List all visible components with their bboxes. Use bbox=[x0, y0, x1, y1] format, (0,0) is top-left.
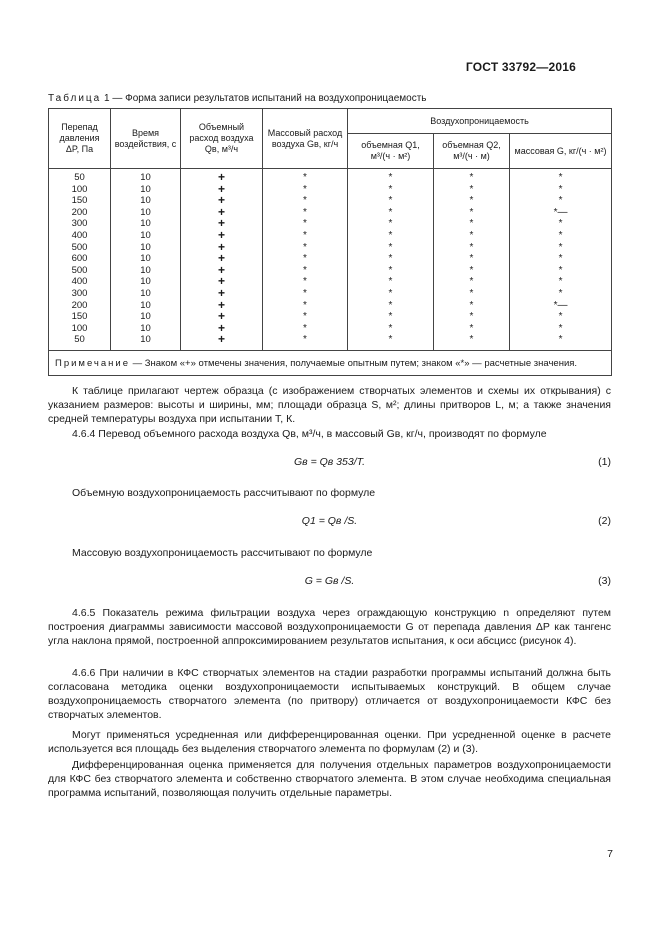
table-cell: * bbox=[469, 195, 474, 207]
table-cell: * bbox=[303, 322, 307, 334]
table-cell: 150 bbox=[71, 311, 88, 323]
formula-2-number: (2) bbox=[598, 515, 611, 527]
table-cell: * bbox=[388, 218, 393, 230]
table-cell: * bbox=[558, 172, 563, 183]
table-cell: + bbox=[217, 181, 225, 196]
table-note-prefix: Примечание bbox=[55, 358, 130, 369]
table-cell: 10 bbox=[140, 334, 151, 346]
column-g-values bbox=[510, 169, 612, 351]
table-cell: 10 bbox=[140, 264, 151, 276]
table-cell: * bbox=[303, 172, 307, 183]
table-cell: * bbox=[303, 334, 307, 346]
table-cell: * bbox=[558, 311, 563, 323]
table-cell: 10 bbox=[140, 253, 151, 265]
table-cell: * bbox=[303, 299, 307, 311]
table-cell: * bbox=[388, 276, 393, 288]
table-cell: * bbox=[558, 218, 563, 230]
table-cell: * bbox=[558, 322, 563, 334]
table-cell: * bbox=[303, 218, 307, 230]
table-cell: + bbox=[217, 274, 225, 289]
header-permeability-group: Воздухопроницаемость bbox=[348, 109, 612, 134]
table-cell: * bbox=[303, 241, 307, 253]
header-mass-flow: Массовый расход воздуха Gв, кг/ч bbox=[263, 109, 348, 169]
paragraph-average: Могут применяться усредненная или дифференцированная оценки. При усредненной оценке в расчете используется вся площадь без выделения створчатого элемента по формулам (2) и (3). bbox=[48, 729, 611, 755]
header-q2: объемная Q2, м³/(ч · м) bbox=[434, 134, 510, 169]
results-table bbox=[48, 108, 612, 376]
table-note-text: — Знаком «+» отмечены значения, получаемые опытным путем; знаком «*» — расчетные значения. bbox=[130, 358, 578, 369]
table-cell: * bbox=[469, 287, 474, 299]
table-cell: 10 bbox=[140, 299, 151, 311]
table-caption-text: 1 — Форма записи результатов испытаний на воздухопроницаемость bbox=[101, 93, 427, 104]
table-cell: * bbox=[388, 241, 393, 253]
table-cell: 10 bbox=[140, 229, 151, 241]
table-cell: * bbox=[558, 241, 563, 253]
table-cell: + bbox=[217, 227, 225, 242]
table-cell: * bbox=[469, 206, 474, 218]
table-cell: * bbox=[388, 299, 393, 311]
formula-2-expression: Q1 = Qв /S. bbox=[301, 515, 358, 527]
paragraph-drawing: К таблице прилагают чертеж образца (с изображением створчатых элементов и схемы их открывания) с указанием размеров: высоты и ширины, мм; площади образца S, м²; длины притворов L, м; а также значения средней температуры воздуха при испытании T, К. bbox=[48, 385, 611, 425]
table-cell: + bbox=[217, 309, 225, 324]
table-cell: 10 bbox=[140, 206, 151, 218]
table-caption bbox=[48, 93, 427, 104]
table-cell: *— bbox=[553, 299, 568, 311]
table-cell: + bbox=[217, 193, 225, 208]
table-cell: * bbox=[558, 276, 563, 288]
table-cell: * bbox=[469, 311, 474, 323]
formula-1-expression: Gв = Qв 353/T. bbox=[294, 456, 365, 468]
table-cell: * bbox=[558, 334, 563, 346]
table-cell: * bbox=[303, 229, 307, 241]
table-cell: 10 bbox=[140, 183, 151, 195]
table-cell: * bbox=[303, 183, 307, 195]
table-cell: 200 bbox=[71, 206, 88, 218]
paragraph-mass: Массовую воздухопроницаемость рассчитывают по формуле bbox=[72, 547, 373, 559]
formula-3-number: (3) bbox=[598, 575, 611, 587]
table-cell: 100 bbox=[71, 322, 88, 334]
table-cell: + bbox=[217, 216, 225, 231]
table-cell: 50 bbox=[74, 334, 85, 346]
table-cell: * bbox=[303, 276, 307, 288]
table-cell: * bbox=[303, 287, 307, 299]
header-g: массовая G, кг/(ч · м²) bbox=[510, 134, 612, 169]
table-cell: * bbox=[469, 299, 474, 311]
table-cell: * bbox=[469, 172, 474, 183]
table-cell: 150 bbox=[71, 195, 88, 207]
table-cell: + bbox=[217, 320, 225, 335]
header-q1: объемная Q1, м³/(ч · м²) bbox=[348, 134, 434, 169]
table-cell: * bbox=[469, 253, 474, 265]
header-pressure: Перепад давления ΔP, Па bbox=[49, 109, 111, 169]
table-cell: 10 bbox=[140, 287, 151, 299]
table-cell: * bbox=[558, 229, 563, 241]
table-cell: 300 bbox=[71, 287, 88, 299]
table-cell: 500 bbox=[71, 241, 88, 253]
table-cell: 10 bbox=[140, 276, 151, 288]
table-cell: 10 bbox=[140, 172, 151, 183]
formula-3 bbox=[48, 575, 611, 589]
table-cell: * bbox=[388, 322, 393, 334]
table-cell: * bbox=[469, 322, 474, 334]
table-cell: *— bbox=[553, 206, 568, 218]
column-volume-values bbox=[181, 169, 263, 351]
table-cell: * bbox=[469, 334, 474, 346]
table-cell: 400 bbox=[71, 229, 88, 241]
formula-2 bbox=[48, 515, 611, 529]
column-mass-values bbox=[263, 169, 348, 351]
table-cell: 600 bbox=[71, 253, 88, 265]
table-cell: * bbox=[388, 195, 393, 207]
table-cell: + bbox=[217, 297, 225, 312]
table-cell: 10 bbox=[140, 322, 151, 334]
table-caption-prefix: Таблица bbox=[48, 93, 102, 104]
table-cell: + bbox=[217, 204, 225, 219]
table-cell: + bbox=[217, 332, 225, 347]
table-note bbox=[49, 351, 612, 376]
table-cell: * bbox=[388, 311, 393, 323]
table-cell: + bbox=[217, 285, 225, 300]
table-cell: * bbox=[303, 311, 307, 323]
table-cell: + bbox=[217, 170, 225, 184]
formula-1 bbox=[48, 456, 611, 470]
header-time: Время воздействия, с bbox=[111, 109, 181, 169]
page-header-standard: ГОСТ 33792—2016 bbox=[465, 60, 576, 74]
table-cell: * bbox=[303, 206, 307, 218]
column-q1-values bbox=[348, 169, 434, 351]
page-number: 7 bbox=[607, 848, 613, 860]
table-cell: 10 bbox=[140, 311, 151, 323]
table-cell: * bbox=[469, 218, 474, 230]
paragraph-differentiated: Дифференцированная оценка применяется для получения отдельных параметров воздухопроницаемости для КФС без створчатого элемента и собственно створчатого элемента. В этом случае необходима специальная программа испытаний, позволяющая получить отдельные параметры. bbox=[48, 759, 611, 799]
column-q2-values bbox=[434, 169, 510, 351]
table-cell: 10 bbox=[140, 241, 151, 253]
table-cell: * bbox=[388, 183, 393, 195]
table-cell: * bbox=[303, 253, 307, 265]
table-cell: 400 bbox=[71, 276, 88, 288]
table-cell: * bbox=[388, 334, 393, 346]
table-cell: * bbox=[469, 183, 474, 195]
table-cell: 50 bbox=[74, 172, 85, 183]
table-cell: 100 bbox=[71, 183, 88, 195]
table-cell: * bbox=[558, 287, 563, 299]
table-cell: + bbox=[217, 262, 225, 277]
table-cell: + bbox=[217, 239, 225, 254]
table-cell: * bbox=[303, 195, 307, 207]
table-cell: + bbox=[217, 251, 225, 266]
table-cell: 300 bbox=[71, 218, 88, 230]
table-cell: * bbox=[558, 195, 563, 207]
table-cell: * bbox=[303, 264, 307, 276]
table-cell: * bbox=[558, 183, 563, 195]
table-cell: 10 bbox=[140, 218, 151, 230]
table-cell: 200 bbox=[71, 299, 88, 311]
table-cell: * bbox=[388, 172, 393, 183]
table-cell: * bbox=[388, 287, 393, 299]
table-cell: * bbox=[469, 229, 474, 241]
table-cell: 10 bbox=[140, 195, 151, 207]
paragraph-4-6-6: 4.6.6 При наличии в КФС створчатых элементов на стадии разработки программы испытаний должна быть согласована методика оценки воздухопроницаемости испытываемых конструкций. В общем случае воздухопроницаемость створчатого элемента (по притвору) отличается от воздухопроницаемости КФС без створчатых элементов. bbox=[48, 667, 611, 721]
table-cell: * bbox=[388, 264, 393, 276]
paragraph-4-6-5: 4.6.5 Показатель режима фильтрации воздуха через ограждающую конструкцию n определяют путем построения диаграммы зависимости массовой воздухопроницаемости G от перепада давления ΔP как тангенс угла наклона прямой, построенной аппроксимированием результатов испытания, к оси абсцисс (рисунок 4). bbox=[48, 607, 611, 647]
paragraph-4-6-4: 4.6.4 Перевод объемного расхода воздуха Qв, м³/ч, в массовый Gв, кг/ч, производят по формуле bbox=[72, 428, 547, 440]
column-pressure-values bbox=[49, 169, 111, 351]
column-time-values bbox=[111, 169, 181, 351]
header-volume-flow: Объемный расход воздуха Qв, м³/ч bbox=[181, 109, 263, 169]
table-cell: 500 bbox=[71, 264, 88, 276]
table-cell: * bbox=[469, 264, 474, 276]
formula-1-number: (1) bbox=[598, 456, 611, 468]
table-cell: * bbox=[388, 206, 393, 218]
table-cell: * bbox=[469, 241, 474, 253]
table-cell: * bbox=[558, 264, 563, 276]
table-cell: * bbox=[558, 253, 563, 265]
table-cell: * bbox=[388, 229, 393, 241]
paragraph-volume: Объемную воздухопроницаемость рассчитывают по формуле bbox=[72, 487, 376, 499]
table-cell: * bbox=[388, 253, 393, 265]
formula-3-expression: G = Gв /S. bbox=[304, 575, 355, 587]
table-cell: * bbox=[469, 276, 474, 288]
